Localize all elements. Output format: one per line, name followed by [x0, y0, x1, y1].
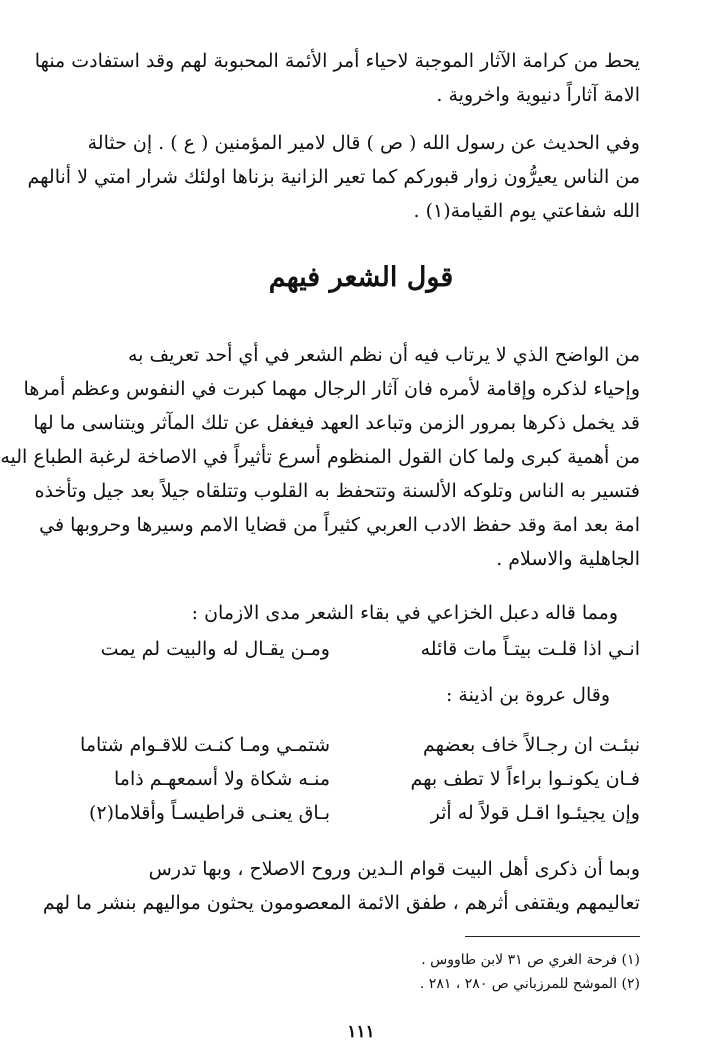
footnote-2: (٢) الموشح للمرزباني ص ٢٨٠ ، ٢٨١ .: [419, 976, 640, 992]
verse-second-hemistich: شتمـي ومـا كنـت للاقـوام شتاما: [80, 734, 330, 756]
text-line: قد يخمل ذكرها بمرور الزمن وتباعد العهد فيغفل عن تلك المآثر ويتناسى ما لها: [33, 412, 640, 434]
paragraph-intro: [0, 338, 640, 576]
footnote-1: (١) فرحة الغري ص ٣١ لابن طاووس .: [421, 952, 640, 968]
poem-intro-dibil: ومما قاله دعبل الخزاعي في بقاء الشعر مدى الازمان :: [191, 602, 618, 624]
text-line: الله شفاعتي يوم القيامة(١) .: [413, 200, 640, 222]
text-line: فتسير به الناس وتلوكه الألسنة وتتحفظ به القلوب وتتلقاه جيلاً بعد جيل وتأخذه: [34, 480, 640, 502]
section-heading: قول الشعر فيهم: [268, 262, 454, 293]
text-line: يحط من كرامة الآثار الموجبة لاحياء أمر الأئمة المحبوبة لهم وقد استفادت منها: [34, 50, 640, 72]
verse-second-hemistich: ومـن يقـال له والبيت لم يمت: [100, 638, 330, 660]
text-line: وإحياء لذكره وإقامة لأمره فان آثار الرجال مهما كبرت في النفوس وعظم أمرها: [23, 378, 640, 400]
poem-verse: [80, 632, 640, 666]
poem-verse: [80, 796, 640, 830]
text-line: من أهمية كبرى ولما كان القول المنظوم أسرع تأثيراً في الاصاخة لرغبة الطباع اليه: [0, 446, 640, 468]
verse-first-hemistich: نبئـت ان رجـالاً خاف بعضهم: [422, 734, 640, 756]
verse-first-hemistich: انـي اذا قلـت بيتـاً مات قائله: [420, 638, 640, 660]
footnote-divider: [465, 936, 640, 937]
text-line: امة بعد امة وقد حفظ الادب العربي كثيراً من قضايا الامم وسيرها وحروبها في: [39, 514, 640, 536]
verse-second-hemistich: بـاق يعنـى قراطيسـاً وأقلاما(٢): [89, 802, 330, 824]
poem-dibil: [80, 632, 640, 666]
text-line: تعاليمهم ويقتفى أثرهم ، طفق الائمة المعصومون يحثون مواليهم بنشر ما لهم: [42, 892, 640, 914]
verse-first-hemistich: فـان يكونـوا براءاً لا تطف بهم: [410, 768, 640, 790]
footnotes: [80, 948, 640, 996]
text-line: وفي الحديث عن رسول الله ( ص ) قال لامير المؤمنين ( ع ) . إن حثالة: [87, 132, 640, 154]
poem-urwa: [80, 728, 640, 830]
verse-first-hemistich: وإن يجيئـوا اقـل قولاً له أثر: [430, 802, 640, 824]
paragraph-closing: [42, 852, 640, 920]
text-line: من الناس يعيرُّون زوار قبوركم كما تعير الزانية بزناها اولئك شرار امتي لا أنالهم: [27, 166, 640, 188]
text-line: الامة آثاراً دنيوية واخروية .: [436, 84, 640, 106]
paragraph-hadith: [27, 126, 640, 228]
poem-intro-urwa: وقال عروة بن اذينة :: [445, 684, 610, 706]
page-number: ١١١: [347, 1022, 375, 1042]
verse-second-hemistich: منـه شكاة ولا أسمعهـم ذاما: [113, 768, 330, 790]
poem-verse: [80, 762, 640, 796]
poem-verse: [80, 728, 640, 762]
text-line: الجاهلية والاسلام .: [496, 548, 640, 570]
paragraph-continuation: [34, 44, 640, 112]
text-line: وبما أن ذكرى أهل البيت قوام الـدين وروح الاصلاح ، وبها تدرس: [148, 858, 640, 880]
text-line: من الواضح الذي لا يرتاب فيه أن نظم الشعر في أي أحد تعريف به: [127, 344, 640, 366]
